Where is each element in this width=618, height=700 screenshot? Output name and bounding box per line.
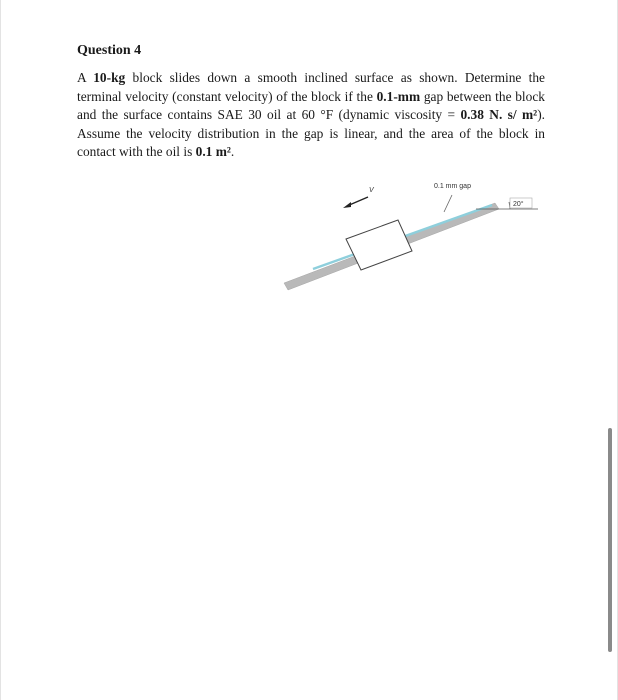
- velocity-arrowhead: [343, 202, 351, 208]
- question-text-part: gap between the block and the surface contains SAE 30 oil at 60 °F (dynamic viscosity =: [77, 88, 545, 123]
- gap-thickness: 0.1-mm: [376, 88, 421, 104]
- question-text: [77, 69, 545, 162]
- angle-label: 20°: [513, 201, 524, 208]
- inclined-plane-diagram: [280, 176, 570, 298]
- question-text-part: block slides down a smooth inclined surface as shown. Determine the terminal velocity (constant velocity) of the block if the: [77, 70, 545, 104]
- gap-label: 0.1 mm gap: [434, 183, 471, 190]
- page-left-edge: [0, 0, 1, 700]
- question-text-part: ). Assume the velocity distribution in the gap is linear, and the area of the block in contact with the oil is: [77, 107, 545, 160]
- scrollbar-thumb[interactable]: [608, 428, 612, 652]
- question-content: [77, 42, 545, 162]
- inclined-plane-figure: [280, 176, 570, 298]
- question-text-part: .: [230, 144, 235, 160]
- velocity-label: V: [369, 187, 374, 194]
- block-mass: 10-kg: [93, 70, 126, 85]
- question-text-part: A: [77, 70, 94, 85]
- question-title: Question 4: [77, 43, 142, 58]
- gap-leader-line: [444, 195, 452, 212]
- dynamic-viscosity: 0.38 N. s/ m²: [460, 107, 538, 123]
- contact-area: 0.1 m²: [195, 144, 231, 160]
